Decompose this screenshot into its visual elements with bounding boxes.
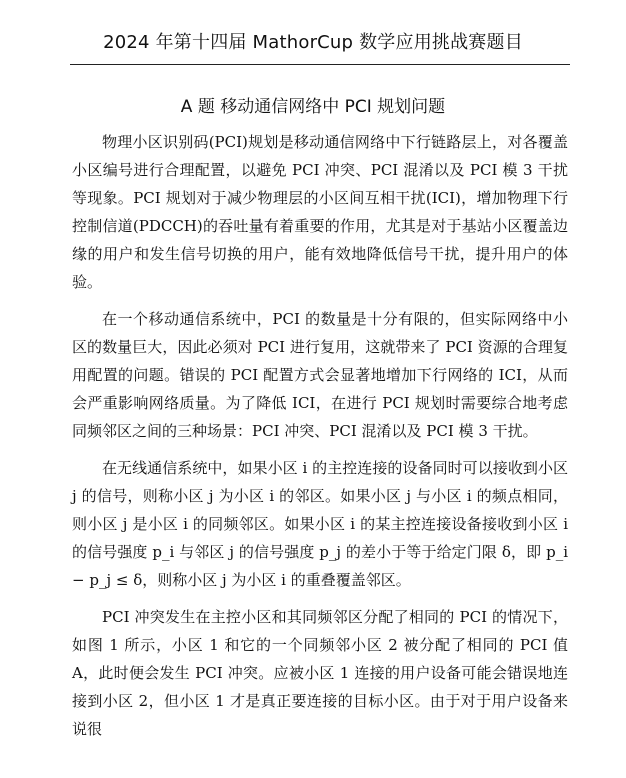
problem-title: A 题 移动通信网络中 PCI 规划问题	[180, 97, 446, 117]
paragraph-3: 在无线通信系统中，如果小区 i 的主控连接的设备同时可以接收到小区 j 的信号，则称小区 j 为小区 i 的邻区。如果小区 j 与小区 i 的频点相同，则小区 j 是小区 i 的同频邻区。如果小区 i 的某主控连接设备接收到小区 i 的信号强度 p_i 与邻区 j 的信号强度 p_j 的差小于等于给定门限 δ，即 p_i − p_j ≤ δ，则称小区 j 为小区 i 的重叠覆盖邻区。	[72, 459, 568, 589]
document-body	[72, 128, 568, 752]
paragraph-4: PCI 冲突发生在主控小区和其同频邻区分配了相同的 PCI 的情况下，如图 1 所示，小区 1 和它的一个同频邻小区 2 被分配了相同的 PCI 值 A，此时便会发生 PCI 冲突。应被小区 1 连接的用户设备可能会错误地连接到小区 2，但小区 1 才是真正要连接的目标小区。由于对于用户设备来说很	[72, 608, 568, 738]
paragraph-2: 在一个移动通信系统中，PCI 的数量是十分有限的，但实际网络中小区的数量巨大，因此必须对 PCI 进行复用，这就带来了 PCI 资源的合理复用配置的问题。错误的 PCI 配置方式会显著地增加下行网络的 ICI，从而会严重影响网络质量。为了降低 ICI，在进行 PCI 规划时需要综合地考虑同频邻区之间的三种场景：PCI 冲突、PCI 混淆以及 PCI 模 3 干扰。	[72, 310, 568, 440]
page-header-title: 2024 年第十四届 MathorCup 数学应用挑战赛题目	[103, 32, 523, 53]
paragraph-1: 物理小区识别码(PCI)规划是移动通信网络中下行链路层上，对各覆盖小区编号进行合理配置，以避免 PCI 冲突、PCI 混淆以及 PCI 模 3 干扰等现象。PCI 规划对于减少物理层的小区间互相干扰(ICI)，增加物理下行控制信道(PDCCH)的吞吐量有着重要的作用，尤其是对于基站小区覆盖边缘的用户和发生信号切换的用户，能有效地降低信号干扰，提升用户的体验。	[72, 133, 568, 291]
header-divider	[70, 64, 570, 65]
